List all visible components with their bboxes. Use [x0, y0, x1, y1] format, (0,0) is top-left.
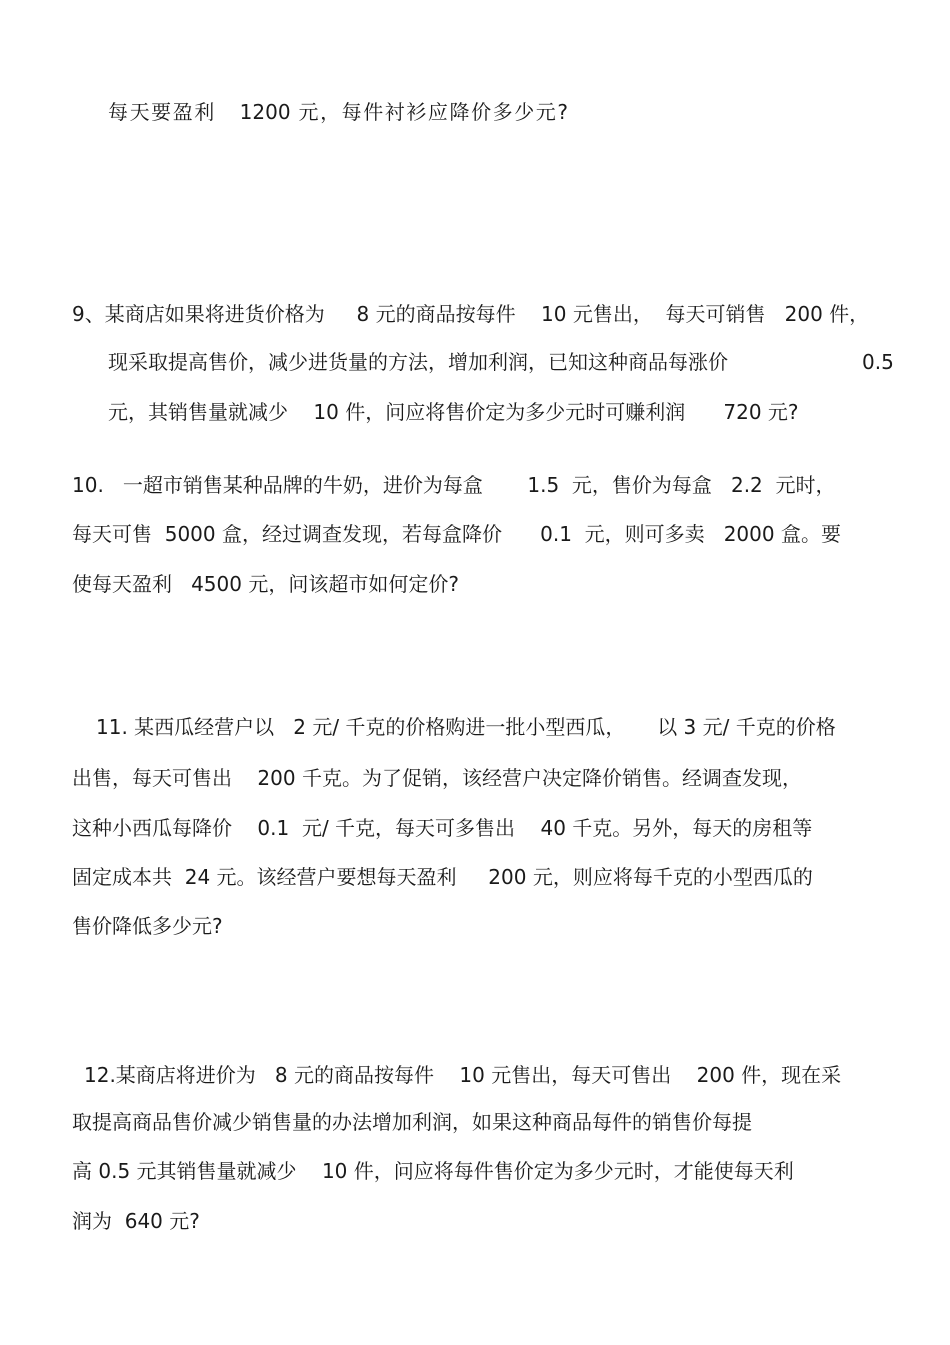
problem-9-text-line-2: 现采取提高售价，减少进货量的方法，增加利润，已知这种商品每涨价 — [108, 350, 728, 374]
problem-11-text-line-5: 售价降低多少元? — [72, 914, 223, 938]
problem-9-text-line-1: 9、某商店如果将进货价格为 8 元的商品按每件 10 元售出， 每天可销售 200 件， — [72, 302, 870, 326]
problem-10-text-line-1: 10. 一超市销售某种品牌的牛奶，进价为每盒 1.5 元，售价为每盒 2.2 元时， — [72, 473, 836, 497]
problem-12-text-line-2: 取提高商品售价减少销售量的办法增加利润，如果这种商品每件的销售价每提 — [72, 1110, 752, 1134]
problem-12-text-line-4: 润为 640 元? — [72, 1209, 200, 1233]
problem-11-text-line-1: 11. 某西瓜经营户以 2 元/ 千克的价格购进一批小型西瓜， 以 3 元/ 千克的价格 — [96, 715, 836, 739]
problem-12-text-line-1: 12.某商店将进价为 8 元的商品按每件 10 元售出，每天可售出 200 件，现在采 — [84, 1063, 842, 1087]
problem-12-text-line-3: 高 0.5 元其销售量就减少 10 件，问应将每件售价定为多少元时，才能使每天利 — [72, 1159, 794, 1183]
problem-8-text-line-1: 每天要盈利 1200 元，每件衬衫应降价多少元? — [108, 100, 568, 124]
problem-9-text-line-3: 元，其销售量就减少 10 件，问应将售价定为多少元时可赚利润 720 元? — [108, 400, 799, 424]
problem-11-text-line-2: 出售，每天可售出 200 千克。为了促销，该经营户决定降价销售。经调查发现， — [72, 766, 802, 790]
problem-11-text-line-4: 固定成本共 24 元。该经营户要想每天盈利 200 元，则应将每千克的小型西瓜的 — [72, 865, 813, 889]
problem-11-text-line-3: 这种小西瓜每降价 0.1 元/ 千克，每天可多售出 40 千克。另外，每天的房租等 — [72, 816, 813, 840]
problem-9-text-line-2-end: 0.5 — [862, 350, 894, 374]
problem-10-text-line-2: 每天可售 5000 盒，经过调查发现，若每盒降价 0.1 元，则可多卖 2000 盒。要 — [72, 522, 841, 546]
problem-10-text-line-3: 使每天盈利 4500 元，问该超市如何定价? — [72, 572, 459, 596]
